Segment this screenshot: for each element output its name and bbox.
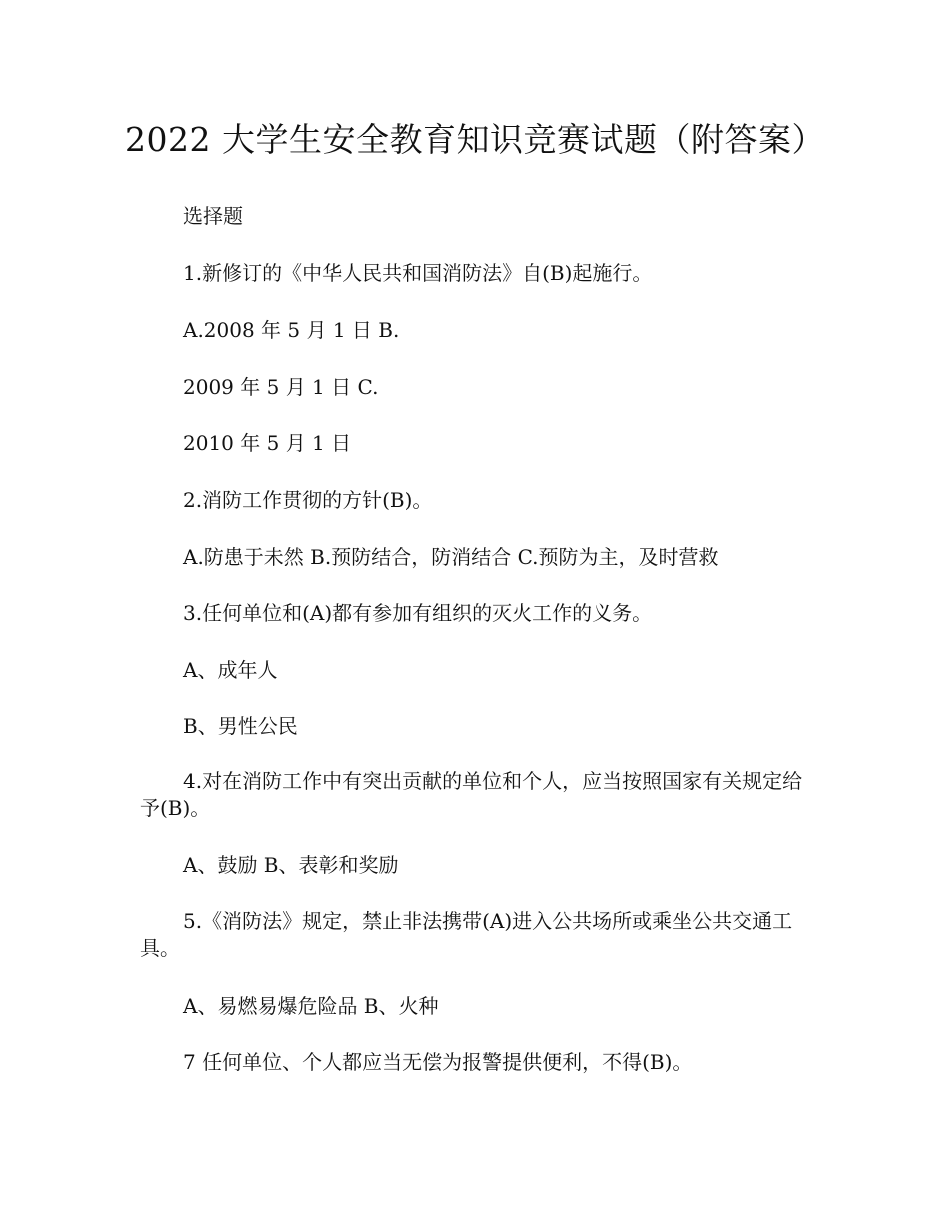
document-title: 2022 大学生安全教育知识竞赛试题（附答案） <box>125 120 825 159</box>
question-3: 3.任何单位和(A)都有参加有组织的灭火工作的义务。 <box>183 601 653 625</box>
question-3-option-a: A、成年人 <box>183 658 278 682</box>
question-1-option-b: 2009 年 5 月 1 日 C. <box>183 375 379 399</box>
question-2-options: A.防患于未然 B.预防结合，防消结合 C.预防为主，及时营救 <box>183 545 719 569</box>
question-5-options: A、易燃易爆危险品 B、火种 <box>183 994 439 1018</box>
question-1-option-c: 2010 年 5 月 1 日 <box>183 431 352 455</box>
question-3-option-b: B、男性公民 <box>183 714 298 738</box>
question-4: 4.对在消防工作中有突出贡献的单位和个人，应当按照国家有关规定给予(B)。 <box>140 769 803 820</box>
question-2: 2.消防工作贯彻的方针(B)。 <box>183 488 433 512</box>
question-1: 1.新修订的《中华人民共和国消防法》自(B)起施行。 <box>183 261 653 285</box>
question-5: 5.《消防法》规定，禁止非法携带(A)进入公共场所或乘坐公共交通工具。 <box>140 909 793 960</box>
section-heading: 选择题 <box>183 204 243 228</box>
question-4-options: A、鼓励 B、表彰和奖励 <box>183 853 399 877</box>
question-1-option-a: A.2008 年 5 月 1 日 B. <box>183 318 400 342</box>
question-7: 7 任何单位、个人都应当无偿为报警提供便利，不得(B)。 <box>183 1050 693 1074</box>
